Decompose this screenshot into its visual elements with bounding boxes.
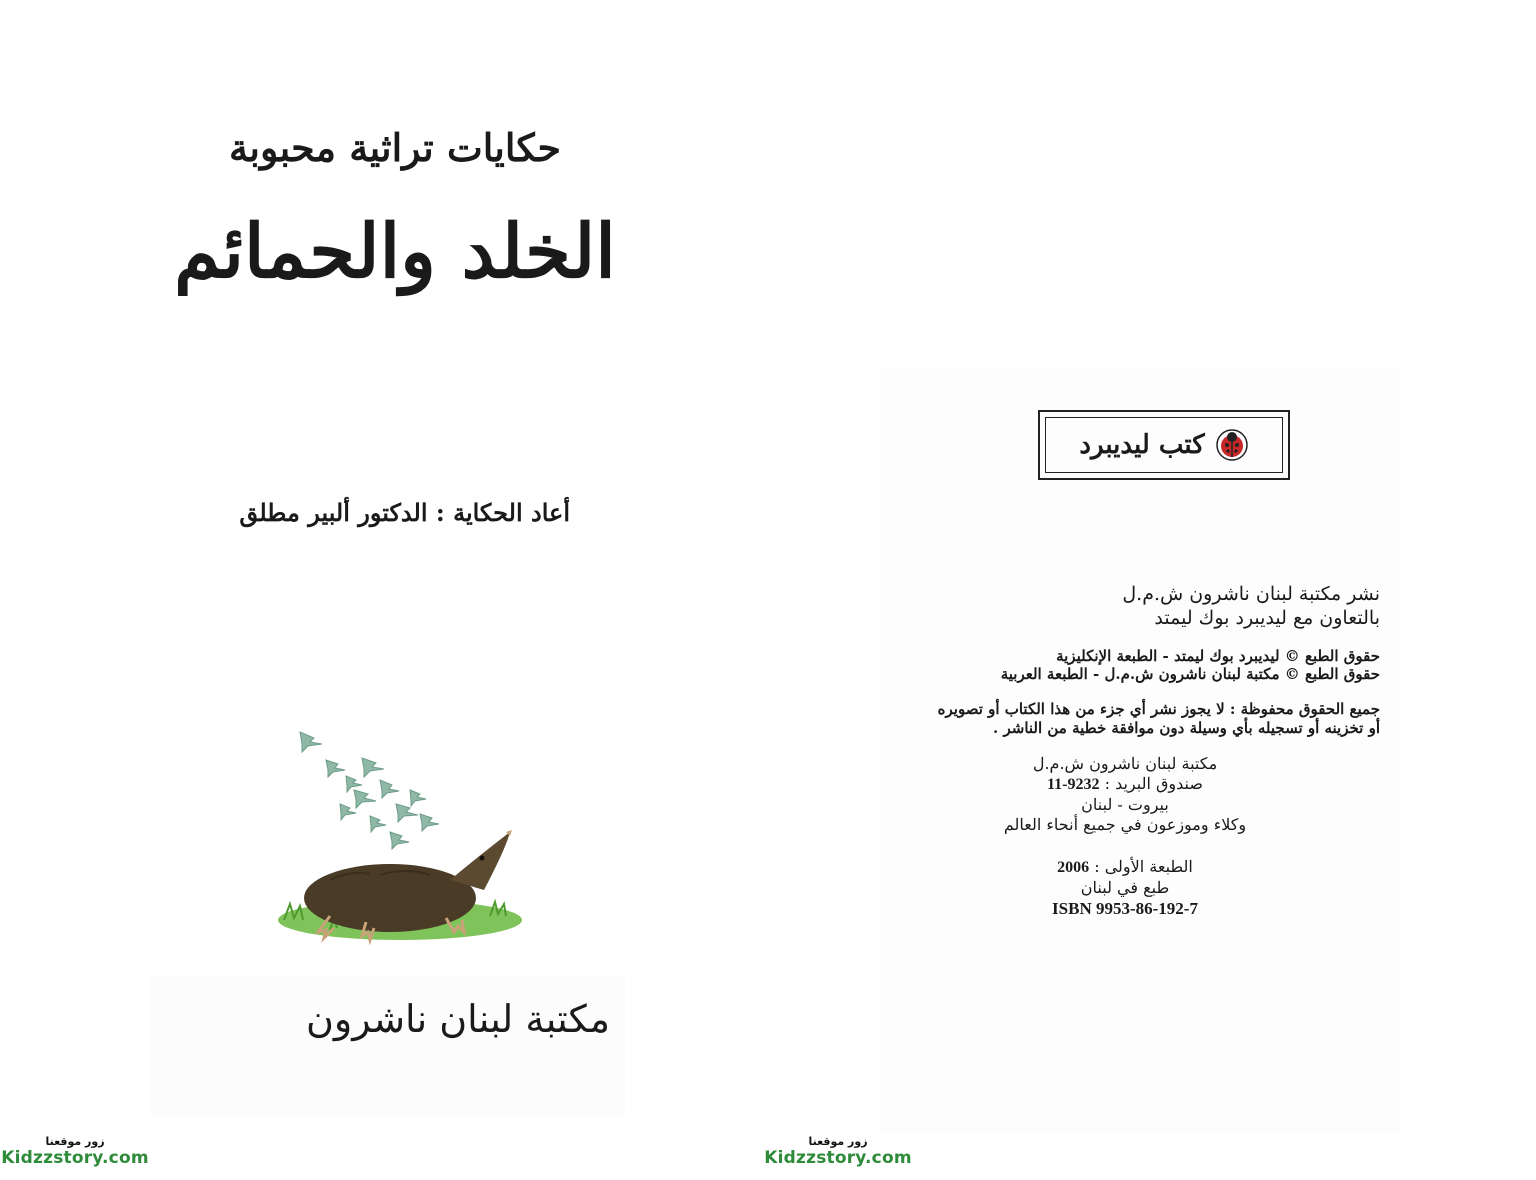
edition-label: الطبعة الأولى : xyxy=(1094,856,1193,876)
imprint-text xyxy=(910,583,1380,919)
copyright-line-english: حقوق الطبع © ليديبرد بوك ليمتد - الطبعة الإنكليزية xyxy=(1056,646,1380,665)
author-credit: أعاد الحكاية : الدكتور ألبير مطلق xyxy=(239,498,570,527)
printed-in: طبع في لبنان xyxy=(1080,877,1170,897)
logo-text: كتب ليديبرد xyxy=(1079,430,1205,460)
pobox-label: صندوق البريد : xyxy=(1104,773,1203,793)
watermark-url[interactable]: Kidzzstory.com xyxy=(764,1148,912,1168)
publish-line-1: نشر مكتبة لبنان ناشرون ش.م.ل xyxy=(1122,583,1380,605)
mole-and-doves-illustration xyxy=(270,720,530,950)
publisher-footer xyxy=(150,975,625,1115)
address-city: بيروت - لبنان xyxy=(1081,794,1169,814)
rights-reserved-line-2: أو تخزينه أو تسجيله بأي وسيلة دون موافقة خطية من الناشر . xyxy=(993,718,1380,737)
watermark-right[interactable] xyxy=(763,1135,913,1168)
publish-line-2: بالتعاون مع ليديبرد بوك ليمتد xyxy=(1154,606,1380,629)
watermark-arabic: زور موقعنا xyxy=(808,1135,868,1148)
pobox-value: 11-9232 xyxy=(1047,775,1100,793)
address-agents: وكلاء وموزعون في جميع أنحاء العالم xyxy=(1003,814,1247,834)
publisher-logo xyxy=(1038,410,1290,480)
rights-reserved-line-1: جميع الحقوق محفوظة : لا يجوز نشر أي جزء من هذا الكتاب أو تصويره xyxy=(937,700,1380,718)
address-pobox xyxy=(910,774,1340,795)
watermark-arabic: زور موقعنا xyxy=(45,1135,105,1148)
edition-year: 2006 xyxy=(1057,858,1090,876)
book-title: الخلد والحمائم xyxy=(174,209,616,295)
imprint-panel xyxy=(880,368,1400,1133)
edition-line xyxy=(910,857,1340,878)
watermark-url[interactable]: Kidzzstory.com xyxy=(1,1148,149,1168)
watermark-left[interactable] xyxy=(0,1135,150,1168)
ladybird-icon xyxy=(1215,428,1249,462)
doves-flock xyxy=(300,732,439,849)
copyright-line-arabic: حقوق الطبع © مكتبة لبنان ناشرون ش.م.ل - الطبعة العربية xyxy=(1000,665,1380,684)
publisher-name: مكتبة لبنان ناشرون xyxy=(305,997,610,1041)
address-publisher: مكتبة لبنان ناشرون ش.م.ل xyxy=(1032,753,1218,773)
imprint-page xyxy=(768,0,1536,1180)
series-title: حكايات تراثية محبوبة xyxy=(229,125,561,170)
isbn: ISBN 9953-86-192-7 xyxy=(1052,898,1198,918)
